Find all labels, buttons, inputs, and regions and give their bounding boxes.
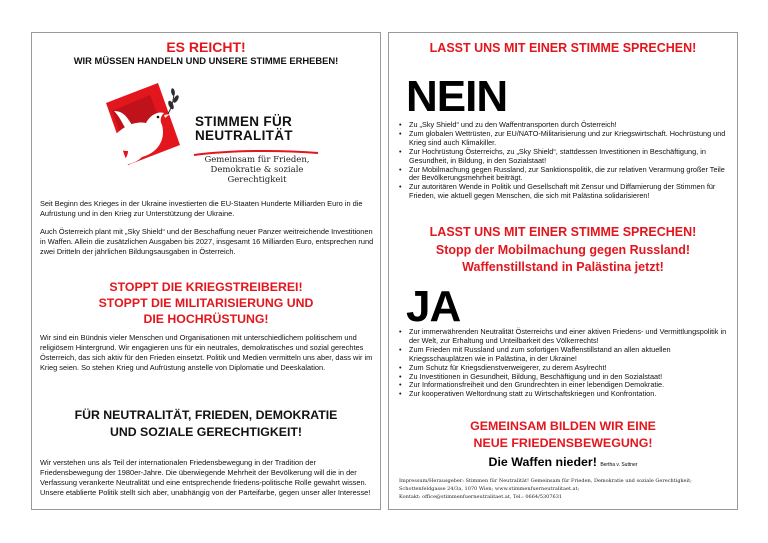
- imprint-line: Impressum/Herausgeber: Stimmen für Neutralität! Gemeinsam für Frieden, Demokratie und soziale Gerechtigkeit;: [399, 478, 692, 484]
- list-item: • Zur immerwährenden Neutralität Österreichs und einer aktiven Friedens- und Vermittlungspolitik in der Welt, zur Erhaltung und Unteilbarkeit des Völkerrechts!: [399, 328, 734, 346]
- slogan-line: FÜR NEUTRALITÄT, FRIEDEN, DEMOKRATIE: [74, 408, 338, 422]
- quote-author: Bertha v. Suttner: [600, 462, 638, 468]
- logo-title-line: NEUTRALITÄT: [195, 128, 293, 143]
- list-item: • Zum Frieden mit Russland und zum sofortigen Waffenstillstand an allen aktuellen Kriegsschauplätzen wie in Palästina, in der Ukraine!: [399, 346, 734, 364]
- nein-list: [399, 121, 734, 201]
- left-subheadline: WIR MÜSSEN HANDELN UND UNSERE STIMME ERHEBEN!: [73, 55, 339, 66]
- paragraph-austria-spending: Auch Österreich plant mit „Sky Shield“ und der Beschaffung neuer Panzer weitreichende Investitionen in Waffen. Allein die zusätzlichen Ausgaben bis 2027, insgesamt 16 Milliarden Euro, entsprechen rund zwei Dritteln der jährlichen Bildungsausgaben in Österreich.: [40, 227, 374, 256]
- list-item: • Zu Investitionen in Gesundheit, Bildung, Beschäftigung und in den Sozialstaat!: [399, 373, 734, 382]
- list-item: • Zu „Sky Shield“ und zu den Waffentransporten durch Österreich!: [399, 121, 734, 130]
- logo-subtitle-line: Gemeinsam für Frieden,: [204, 155, 310, 165]
- mid-slogan-line: LASST UNS MIT EINER STIMME SPRECHEN!: [429, 225, 697, 239]
- list-item: • Zur autoritären Wende in Politik und Gesellschaft mit Zensur und Diffamierung der Stimmen für Frieden, wie aktuell gegen Menschen, die sich mit Palästina solidarisieren!: [399, 183, 734, 201]
- left-flyer-panel: [31, 32, 381, 510]
- logo-title-line: STIMMEN FÜR: [195, 114, 293, 129]
- mid-slogans: [389, 224, 737, 277]
- slogan-stop-militarization: [32, 279, 380, 327]
- ja-list: [399, 328, 734, 399]
- paragraph-alliance: Wir sind ein Bündnis vieler Menschen und Organisationen mit unterschiedlichem politischem und religiösem Hintergrund. Wir engagieren uns für ein neutrales, demokratisches und sozial gerechtes Österreich, das sich aktiv für den Frieden einsetzt. Politik und Medien vermitteln uns aber, dass wir im Krieg seien. So stehen Krieg und Aufrüstung anstelle von Diplomatie und Deeskalation.: [40, 333, 373, 372]
- paragraph-eu-spending: Seit Beginn des Krieges in der Ukraine investierten die EU-Staaten Hunderte Milliarden Euro in die Aufrüstung und in den Krieg zur Unterstützung der Ukraine.: [40, 199, 363, 218]
- left-headline: ES REICHT!: [166, 39, 246, 55]
- imprint-line: Schottenfeldgasse 24/3a, 1070 Wien; www.stimmenfuerneutralitaet.at;: [399, 486, 580, 492]
- logo-subtitle-line: Demokratie & soziale Gerechtigkeit: [210, 165, 304, 185]
- imprint-line: Kontakt: office@stimmenfuerneutralitaet.at, Tel.: 0664/5307631: [399, 494, 563, 500]
- closing-slogan-line: NEUE FRIEDENSBEWEGUNG!: [473, 435, 653, 450]
- dove-with-olive-branch-icon: [92, 81, 194, 183]
- right-flyer-panel: [388, 32, 738, 510]
- quote: [389, 455, 737, 469]
- imprint: [399, 477, 734, 501]
- quote-text: Die Waffen nieder!: [488, 455, 597, 469]
- paragraph-peace-movement: Wir verstehen uns als Teil der internationalen Friedensbewegung in der Tradition der Friedensbewegung der 1980er-Jahre. Die überwiegende Mehrheit der Bevölkerung will die in der Verfassung verankerte Neutralität und eine entsprechende friedens-politische Rolle gewahrt wissen. Unsere etablierte Politik stellt sich aber, unabhängig von der Parteifarbe, gegen unser aller Interesse!: [40, 458, 371, 497]
- ja-heading: JA: [406, 282, 461, 331]
- logo-subtitle: [195, 155, 319, 185]
- slogan-line: STOPPT DIE MILITARISIERUNG UND: [98, 296, 314, 310]
- list-item: • Zur Mobilmachung gegen Russland, zur Sanktionspolitik, die zur relativen Verarmung großer Teile der Bevölkerungsmehrheit beiträgt.: [399, 166, 734, 184]
- closing-slogan-line: GEMEINSAM BILDEN WIR EINE: [470, 419, 656, 433]
- organization-logo: [92, 81, 322, 191]
- slogan-neutrality: [32, 407, 380, 440]
- slogan-line: STOPPT DIE KRIEGSTREIBEREI!: [109, 280, 303, 294]
- list-item: • Zur kooperativen Weltordnung statt zu Wirtschaftskriegen und Konfrontation.: [399, 390, 734, 399]
- list-item: • Zum globalen Wettrüsten, zur EU/NATO-Militarisierung und zur Kriegswirtschaft. Hochrüstung und Krieg sind auch Klimakiller.: [399, 130, 734, 148]
- slogan-line: UND SOZIALE GERECHTIGKEIT!: [110, 424, 302, 439]
- list-item: • Zur Hochrüstung Österreichs, zu „Sky Shield“, stattdessen Investitionen in Beschäftigung, in Gesundheit, in Bildung, in den Sozialstaat!: [399, 148, 734, 166]
- nein-heading: NEIN: [406, 72, 508, 121]
- list-item: • Zum Schutz für Kriegsdienstverweigerer, zu derem Asylrecht!: [399, 364, 734, 373]
- slogan-line: DIE HOCHRÜSTUNG!: [143, 312, 269, 326]
- mid-slogan-line: Waffenstillstand in Palästina jetzt!: [462, 260, 664, 274]
- right-headline: LASST UNS MIT EINER STIMME SPRECHEN!: [429, 41, 697, 55]
- closing-slogan: [389, 418, 737, 451]
- logo-title: [195, 115, 293, 143]
- mid-slogan-line: Stopp der Mobilmachung gegen Russland!: [435, 242, 691, 257]
- list-item: • Zur Informationsfreiheit und den Grundrechten in einer lebendigen Demokratie.: [399, 381, 734, 390]
